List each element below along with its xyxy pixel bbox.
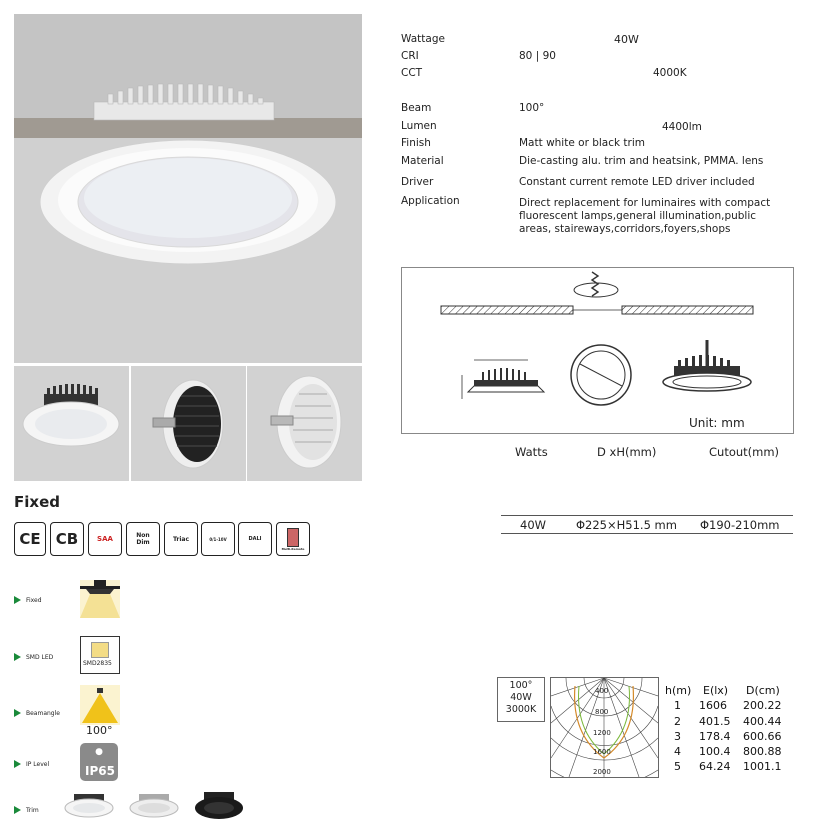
polar-label-800: 800 <box>595 708 609 716</box>
illum-cell: 5 <box>674 760 681 773</box>
thumbnail-back[interactable] <box>247 366 362 481</box>
triac-text: Triac <box>172 535 190 543</box>
photometric-cct: 3000K <box>505 704 537 715</box>
illum-cell: 4 <box>674 745 681 758</box>
illum-cell: 800.88 <box>743 745 782 758</box>
illum-cell: 100.4 <box>699 745 731 758</box>
illum-cell: 1606 <box>699 699 727 712</box>
spec-value-driver: Constant current remote LED driver included <box>519 176 755 188</box>
illum-cell: 1001.1 <box>743 760 782 773</box>
unit-label: Unit: mm <box>689 416 745 430</box>
illum-cell: 2 <box>674 715 681 728</box>
spec-value-cct: 4000K <box>653 67 687 79</box>
illum-cell: 200.22 <box>743 699 782 712</box>
remote-text: Multi-Remote <box>281 546 305 551</box>
dim-cell-watts: 40W <box>520 518 547 532</box>
illum-cell: 64.24 <box>699 760 731 773</box>
trim-options-icon <box>62 790 246 826</box>
spec-value-application-line1: Direct replacement for luminaires with compact <box>519 197 771 209</box>
feature-trim-label: Trim <box>26 807 39 814</box>
downlight-illustration <box>14 14 362 363</box>
thumbnail-front[interactable] <box>14 366 129 481</box>
arrow-icon <box>14 709 21 717</box>
dali-icon <box>238 522 272 556</box>
illum-cell: 401.5 <box>699 715 731 728</box>
polar-label-400: 400 <box>595 687 609 695</box>
spec-value-cri: 80 | 90 <box>519 50 556 62</box>
spec-value-lumen: 4400lm <box>662 121 702 133</box>
saa-text: SAA <box>97 535 113 543</box>
illum-cell: 400.44 <box>743 715 782 728</box>
dim-rule-top <box>501 515 793 516</box>
arrow-icon <box>14 653 21 661</box>
remote-icon <box>276 522 310 556</box>
dim-header-watts: Watts <box>515 445 548 459</box>
cb-text: CB <box>55 530 79 548</box>
illum-header-h: h(m) <box>665 684 692 697</box>
polar-label-1200: 1200 <box>593 729 611 737</box>
ip-rating-icon <box>80 743 118 781</box>
dim-0-10v-icon <box>201 522 235 556</box>
arrow-icon <box>14 806 21 814</box>
spec-value-application-line3: areas, staireways,corridors,foyers,shops <box>519 223 731 235</box>
smd-chip-body <box>91 642 109 658</box>
spec-label-cct: CCT <box>401 67 423 79</box>
spec-label-wattage: Wattage <box>401 33 445 45</box>
water-drop-icon: ● <box>95 747 103 757</box>
spec-value-beam: 100° <box>519 102 545 114</box>
photometric-beam: 100° <box>509 680 533 691</box>
illum-cell: 178.4 <box>699 730 731 743</box>
dali-text: DALI <box>248 536 262 542</box>
spec-label-finish: Finish <box>401 137 431 149</box>
arrow-icon <box>14 760 21 768</box>
illum-cell: 1 <box>674 699 681 712</box>
spec-value-finish: Matt white or black trim <box>519 137 646 149</box>
feature-fixed-label: Fixed <box>26 597 42 604</box>
beam-angle-icon <box>80 685 120 725</box>
saa-icon <box>88 522 122 556</box>
section-title: Fixed <box>14 493 60 511</box>
dim-header-size: D xH(mm) <box>597 445 657 459</box>
smd-chip-text: SMD2835 <box>83 660 112 667</box>
smd-chip-icon <box>80 636 120 674</box>
photometric-watt: 40W <box>510 692 532 703</box>
fixed-install-icon <box>80 580 120 618</box>
feature-ip-label: IP Level <box>26 761 50 768</box>
remote-body <box>287 528 299 547</box>
non-dim-text-2: Dim <box>136 539 150 546</box>
triac-icon <box>164 522 198 556</box>
polar-label-1600: 1600 <box>593 748 611 756</box>
non-dim-icon <box>126 522 160 556</box>
arrow-icon <box>14 596 21 604</box>
ce-text: CE <box>19 530 41 548</box>
spec-value-wattage: 40W <box>614 33 639 46</box>
non-dim-text-1: Non <box>136 532 150 539</box>
polar-label-2000: 2000 <box>593 768 611 776</box>
polar-diagram <box>550 677 659 778</box>
photometric-info-box <box>497 677 545 722</box>
dim-cell-size: Φ225×H51.5 mm <box>576 518 677 532</box>
feature-smd-label: SMD LED <box>26 654 54 661</box>
spec-label-material: Material <box>401 155 444 167</box>
thumbnail-side[interactable] <box>131 366 246 481</box>
illum-cell: 3 <box>674 730 681 743</box>
dim-rule-bottom <box>501 533 793 534</box>
ce-icon <box>14 522 46 556</box>
installation-drawing <box>402 268 793 433</box>
feature-beam-label: Beamangle <box>26 710 60 717</box>
cb-icon <box>50 522 84 556</box>
dim-header-cutout: Cutout(mm) <box>709 445 780 459</box>
installation-diagram <box>401 267 794 434</box>
ip-rating-text: IP65 <box>85 764 115 778</box>
dim-cell-cutout: Φ190-210mm <box>700 518 780 532</box>
illum-cell: 600.66 <box>743 730 782 743</box>
spec-label-lumen: Lumen <box>401 120 437 132</box>
product-photo-main <box>14 14 362 363</box>
spec-label-cri: CRI <box>401 50 419 62</box>
spec-label-driver: Driver <box>401 176 434 188</box>
spec-label-application: Application <box>401 195 460 207</box>
spec-value-application-line2: fluorescent lamps,general illumination,public <box>519 210 757 222</box>
dim-0-10v-text: 0/1-10V <box>209 536 227 542</box>
illum-header-d: D(cm) <box>746 684 780 697</box>
illum-header-e: E(lx) <box>703 684 729 697</box>
spec-value-material: Die-casting alu. trim and heatsink, PMMA. lens <box>519 155 764 167</box>
spec-label-beam: Beam <box>401 102 432 114</box>
beam-angle-value: 100° <box>86 724 113 737</box>
